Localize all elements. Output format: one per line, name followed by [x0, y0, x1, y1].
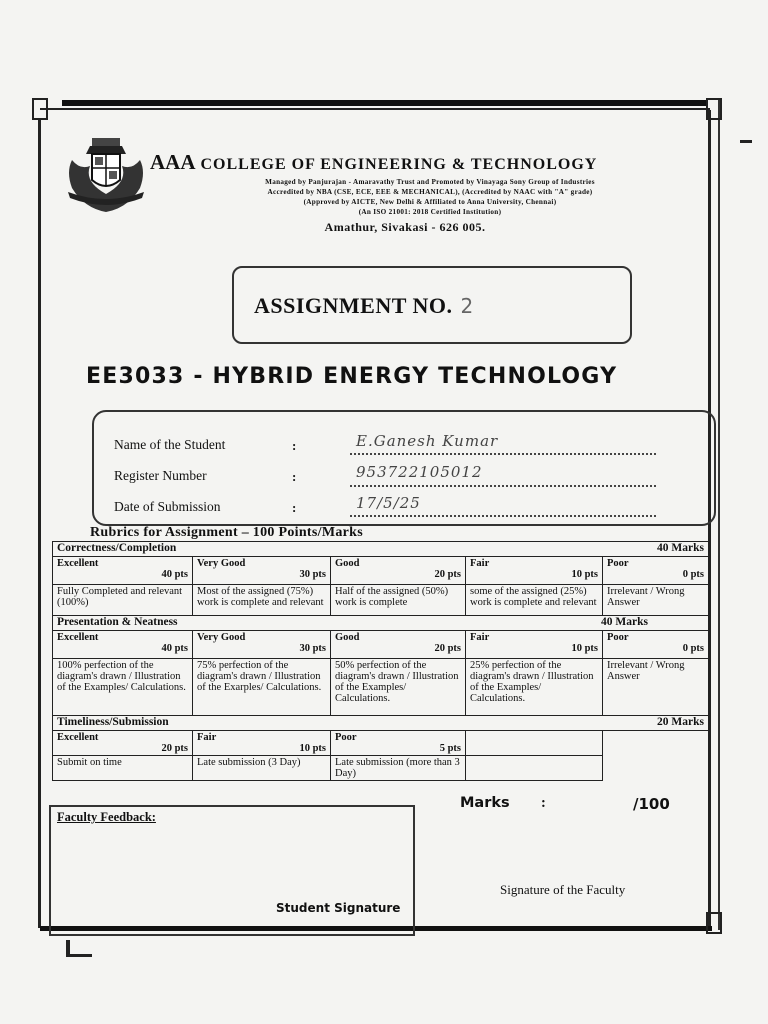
- level-points: 20 pts: [161, 743, 188, 754]
- section-header: [53, 542, 709, 557]
- marks-label: Marks: [460, 795, 510, 811]
- level-header: [193, 557, 331, 585]
- level-label: Poor: [335, 732, 357, 743]
- page-border-left: [38, 118, 41, 928]
- assignment-label: ASSIGNMENT NO.: [254, 293, 453, 318]
- section-marks: 20 Marks: [657, 716, 704, 728]
- page-border-top: [62, 100, 707, 106]
- level-header: [331, 557, 466, 585]
- level-header: [53, 631, 193, 659]
- level-label: Fair: [197, 732, 217, 743]
- level-description-row: [53, 659, 709, 716]
- level-header: [193, 631, 331, 659]
- level-description: Irrelevant / Wrong Answer: [603, 585, 709, 616]
- faculty-feedback-label: Faculty Feedback:: [57, 810, 156, 824]
- level-points: 20 pts: [434, 643, 461, 654]
- empty-cell: [603, 756, 709, 781]
- level-description: 50% perfection of the diagram's drawn / Illustration of the Examples/ Calculations.: [331, 659, 466, 716]
- level-points: 10 pts: [571, 643, 598, 654]
- corner-mark: [706, 98, 722, 120]
- level-description: Half of the assigned (50%) work is complete: [331, 585, 466, 616]
- level-description: Submit on time: [53, 756, 193, 781]
- level-points: 10 pts: [299, 743, 326, 754]
- level-label: Fair: [470, 558, 490, 569]
- college-full-name: COLLEGE OF ENGINEERING & TECHNOLOGY: [200, 156, 598, 173]
- college-name: [150, 150, 597, 175]
- level-label: Excellent: [57, 558, 99, 569]
- level-header: [603, 631, 709, 659]
- level-header-row: [53, 731, 709, 756]
- level-header: [466, 557, 603, 585]
- level-points: 5 pts: [439, 743, 461, 754]
- section-header-row: [53, 616, 709, 631]
- marks-total: /100: [633, 795, 670, 813]
- level-header: [53, 557, 193, 585]
- level-label: Good: [335, 558, 360, 569]
- rubric-table: [52, 541, 709, 781]
- header-line-1: Managed by Panjurajan - Amaravathy Trust and Promoted by Vinayaga Sony Group of Industries: [265, 178, 595, 186]
- level-description: Irrelevant / Wrong Answer: [603, 659, 709, 716]
- scan-mark: [66, 954, 92, 957]
- section-marks: 40 Marks: [657, 542, 704, 554]
- level-label: Poor: [607, 632, 629, 643]
- marks-colon: :: [541, 795, 546, 811]
- empty-cell: [603, 731, 709, 756]
- header-line-4: (An ISO 21001: 2018 Certified Institution): [358, 208, 502, 216]
- level-label: Fair: [470, 632, 490, 643]
- level-description: 75% perfection of the diagram's drawn / Illustration of the Exarples/ Calculations.: [193, 659, 331, 716]
- level-description: Fully Completed and relevant (100%): [53, 585, 193, 616]
- submission-date-value: 17/5/25: [356, 494, 421, 512]
- level-description: Most of the assigned (75%) work is complete and relevant: [193, 585, 331, 616]
- level-header: [331, 731, 466, 756]
- level-points: 30 pts: [299, 643, 326, 654]
- empty-cell: [466, 756, 603, 781]
- level-header-row: [53, 631, 709, 659]
- section-header: [53, 616, 709, 631]
- header-line-2: Accredited by NBA (CSE, ECE, EEE & MECHANICAL), (Accredited by NAAC with "A" grade): [267, 188, 593, 196]
- empty-cell: [466, 731, 603, 756]
- level-label: Excellent: [57, 732, 99, 743]
- college-crest-logo: [62, 132, 150, 214]
- corner-mark: [706, 912, 722, 934]
- level-points: 40 pts: [161, 643, 188, 654]
- level-label: Poor: [607, 558, 629, 569]
- level-header: [193, 731, 331, 756]
- colon: :: [292, 500, 297, 515]
- level-label: Good: [335, 632, 360, 643]
- level-description-row: [53, 756, 709, 781]
- scan-mark: [740, 140, 752, 143]
- faculty-signature-label: Signature of the Faculty: [500, 882, 626, 897]
- level-header: [53, 731, 193, 756]
- submission-date-label: Date of Submission: [114, 499, 221, 514]
- student-name-label: Name of the Student: [114, 437, 226, 452]
- level-label: Excellent: [57, 632, 99, 643]
- assignment-number: 2: [460, 294, 474, 318]
- page-border-top-inner: [40, 108, 710, 110]
- section-header-row: [53, 542, 709, 557]
- level-description-row: [53, 585, 709, 616]
- colon: :: [292, 438, 297, 453]
- register-number-value: 953722105012: [356, 463, 483, 481]
- level-points: 20 pts: [434, 569, 461, 580]
- level-header: [603, 557, 709, 585]
- college-address: Amathur, Sivakasi - 626 005.: [324, 220, 486, 234]
- level-description: 25% perfection of the diagram's drawn / Illustration of the Examples/ Calculations.: [466, 659, 603, 716]
- level-description: some of the assigned (25%) work is complete and relevant: [466, 585, 603, 616]
- colon: :: [292, 469, 297, 484]
- student-name-value: E.Ganesh Kumar: [356, 432, 499, 450]
- level-points: 10 pts: [571, 569, 598, 580]
- section-header: [53, 716, 709, 731]
- level-label: Very Good: [197, 558, 246, 569]
- header-line-3: (Approved by AICTE, New Delhi & Affiliated to Anna University, Chennai): [303, 198, 557, 206]
- student-signature-label: Student Signature: [276, 901, 401, 915]
- level-description: 100% perfection of the diagram's drawn / Illustration of the Examples/ Calculations.: [53, 659, 193, 716]
- college-short-name: AAA: [150, 150, 196, 174]
- course-title: EE3033 - HYBRID ENERGY TECHNOLOGY: [86, 364, 618, 389]
- level-points: 30 pts: [299, 569, 326, 580]
- section-header-row: [53, 716, 709, 731]
- register-number-label: Register Number: [114, 468, 207, 483]
- level-header: [331, 631, 466, 659]
- rubric-title: Rubrics for Assignment – 100 Points/Marks: [90, 525, 363, 540]
- corner-mark: [32, 98, 48, 120]
- page-border-right-outer: [718, 100, 720, 930]
- level-header: [466, 631, 603, 659]
- level-points: 0 pts: [682, 643, 704, 654]
- section-name: Correctness/Completion: [57, 542, 177, 554]
- section-marks: 40 Marks: [601, 616, 648, 628]
- level-description: Late submission (more than 3 Day): [331, 756, 466, 781]
- section-name: Presentation & Neatness: [57, 616, 178, 628]
- level-header-row: [53, 557, 709, 585]
- level-label: Very Good: [197, 632, 246, 643]
- section-name: Timeliness/Submission: [57, 716, 169, 728]
- assignment-title: [254, 293, 474, 319]
- level-description: Late submission (3 Day): [193, 756, 331, 781]
- level-points: 40 pts: [161, 569, 188, 580]
- level-points: 0 pts: [682, 569, 704, 580]
